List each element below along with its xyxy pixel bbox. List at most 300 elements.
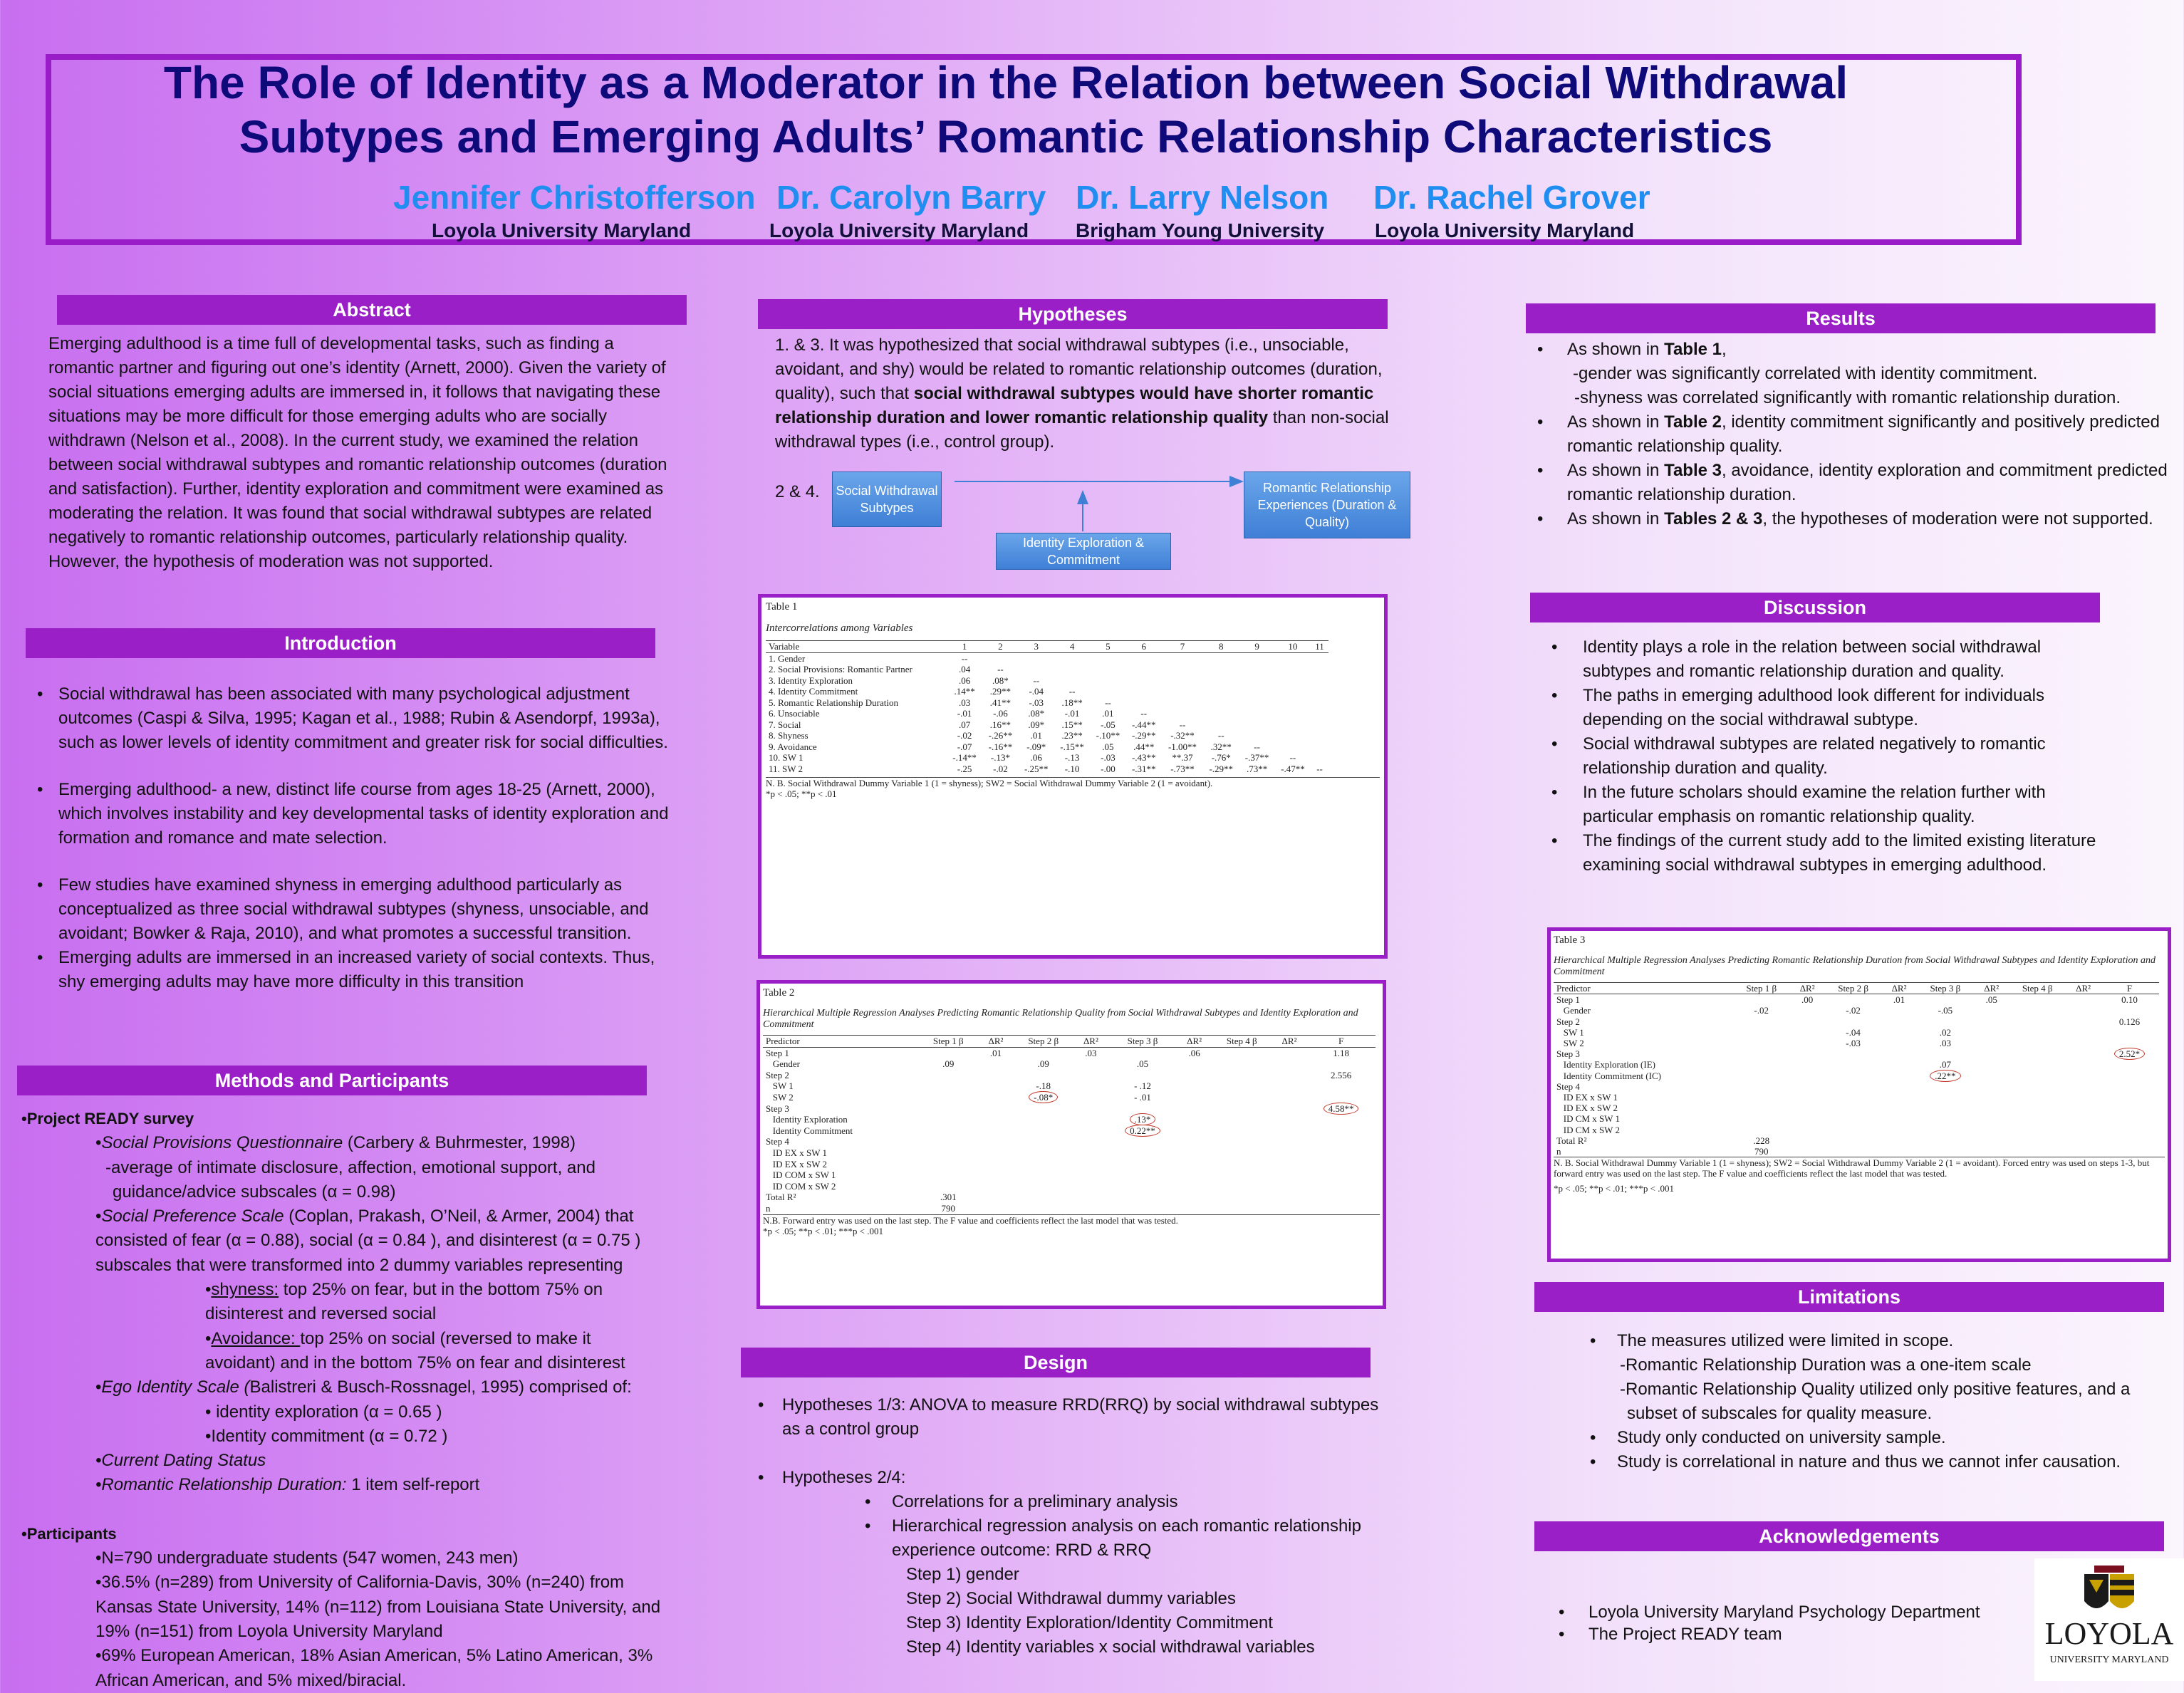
table-cell <box>918 1181 979 1192</box>
table-cell: .02 <box>1939 1026 1952 1038</box>
column-header: Step 2 β <box>1824 983 1883 994</box>
table-cell <box>1177 1192 1211 1203</box>
table-cell <box>1311 664 1328 675</box>
results-item-3 <box>1529 459 2170 507</box>
table-cell: -.05 <box>1101 719 1116 730</box>
table-cell <box>1883 1071 1916 1081</box>
row-label: 4. Identity Commitment <box>769 686 858 697</box>
table-cell <box>1975 1113 2008 1124</box>
table-cell <box>1883 1103 1916 1113</box>
table-cell <box>1073 1058 1108 1070</box>
table-cell <box>1824 1113 1883 1124</box>
table-cell <box>1306 1125 1376 1137</box>
table-cell: -.26** <box>988 730 1013 741</box>
table-cell: -- <box>1068 686 1076 697</box>
design-steps <box>749 1563 1390 1660</box>
table-cell: -.44** <box>1131 719 1156 730</box>
row-label: SW 1 <box>766 1080 794 1092</box>
spq-desc: -average of intimate disclosure, affection, emotional support, and guidance/advice subscales (α = 0.98) <box>105 1157 596 1202</box>
column-header: 1 <box>947 641 982 653</box>
results-heading: Results <box>1526 303 2156 333</box>
methods-body: •Project READY survey •Social Provisions Questionnaire (Carbery & Buhrmester, 1998) -average of intimate disclosure, affection, emotional support, and guidance/advice subscales (α = 0.98) •Social Preference Scale (Coplan, Prakash, O’Neil, & Armer, 2004) that consisted of fear (α = 0.88), social (α = 0.84 ), and disinterest (α = 0.75 ) subscales that were transformed into 2 dummy variables representing •shyness: top 25% on fear, but in the bottom 75% on disinterest and reversed social •Avoidance: top 25% on social (reversed to make it avoidant) and in the bottom 75% on fear and disinterest •Ego Identity Scale (Balistreri & Busch-Rossnagel, 1995) comprised of: • identity exploration (α = 0.65 ) •Identity commitment (α = 0.72 ) •Current Dating Status •Romantic Relationship Duration: 1 item self-report •Participants •N=790 undergraduate students (547 women, 243 men) •36.5% (n=289) from University of California-Davis, 30% (n=240) from Kansas State University, 14% (n=112) from Louisiana State University, and 19% (n=151) from Loyola University Maryland •69% European American, 18% Asian American, 5% Latino American, 3% African American, and 5% mixed/biracial. <box>21 1107 691 1693</box>
table-cell <box>1975 1048 2008 1059</box>
table-cell: .73** <box>1246 763 1268 774</box>
limitations-body <box>1581 1329 2165 1474</box>
table-cell <box>2066 994 2100 1006</box>
table-cell: -.09* <box>1026 741 1046 752</box>
table-cell <box>2066 1005 2100 1016</box>
table-row <box>766 697 1328 709</box>
table-cell <box>1275 730 1311 741</box>
table-cell: .08* <box>992 674 1009 686</box>
table-cell: .06 <box>958 674 971 686</box>
table-cell <box>1212 1047 1272 1058</box>
column-header: ΔR² <box>1177 1036 1211 1048</box>
table-cell <box>1975 1081 2008 1092</box>
design-body <box>749 1393 1390 1660</box>
limitations-1-sub-2: -Romantic Relationship Quality utilized only positive features, and a subset of subscales for quality measure. <box>1620 1380 2131 1423</box>
table-cell: .16** <box>989 719 1012 730</box>
table-row <box>1554 1092 2159 1103</box>
table-cell <box>1054 652 1090 664</box>
table-cell <box>2008 1113 2066 1124</box>
author-1-affiliation: Loyola University Maryland <box>432 219 692 241</box>
table-cell <box>1311 675 1328 687</box>
table-cell <box>1791 1005 1824 1016</box>
table-cell <box>1013 1170 1073 1181</box>
column-header: F <box>1306 1036 1376 1048</box>
table-cell <box>1306 1092 1376 1103</box>
table-cell <box>1883 1038 1916 1048</box>
loyola-logo-art <box>2034 1558 2184 1681</box>
table-cell <box>1824 1081 1883 1092</box>
table-cell: -.29** <box>1209 763 1234 774</box>
table-cell: -.10 <box>1064 763 1080 774</box>
table-cell <box>1975 1092 2008 1103</box>
table-cell <box>1791 1146 1824 1157</box>
table-cell <box>2100 1103 2159 1113</box>
table-cell: -.10** <box>1096 730 1120 741</box>
table-cell <box>1090 675 1125 687</box>
table-cell <box>1915 1081 1975 1092</box>
table-cell <box>2066 1135 2100 1146</box>
table-cell: .18** <box>1061 697 1083 708</box>
table-cell <box>2100 1059 2159 1070</box>
table-cell <box>1975 1005 2008 1016</box>
table-cell <box>1090 686 1125 697</box>
results-1-sub-1: -gender was significantly correlated with identity commitment. <box>1573 364 2038 383</box>
table-cell <box>2100 1027 2159 1038</box>
shyness-desc: top 25% on fear, but in the bottom 75% on disinterest and reversed social <box>205 1280 603 1324</box>
results-2-c: , identity commitment significantly and positively predicted romantic relationship quality. <box>1567 412 2160 456</box>
table-cell <box>1975 1059 2008 1070</box>
discussion-item-5: • The findings of the current study add to the limited existing literature examining social withdrawal subtypes in emerging adulthood. <box>1543 829 2113 877</box>
results-4-a: As shown in <box>1567 509 1665 528</box>
column-header: ΔR² <box>1883 983 1916 994</box>
table-cell <box>918 1103 979 1115</box>
acknowledgements-list <box>1550 1601 2034 1645</box>
table-cell <box>1177 1136 1211 1147</box>
introduction-heading: Introduction <box>26 628 655 658</box>
table-cell <box>1108 1203 1177 1214</box>
column-header: 3 <box>1019 641 1054 653</box>
design-step-1: Step 1) gender <box>906 1565 1019 1584</box>
table-cell <box>1311 719 1328 731</box>
table-cell <box>1732 994 1791 1006</box>
table-cell <box>1013 1047 1073 1058</box>
author-2-name: Dr. Carolyn Barry <box>776 179 1046 216</box>
table-cell <box>1824 1146 1883 1157</box>
table-cell: -- <box>1254 741 1260 752</box>
table-cell <box>1975 1135 2008 1146</box>
table-cell <box>1791 1113 1824 1124</box>
table-cell: -.02 <box>1754 1005 1769 1016</box>
table-cell <box>1177 1058 1211 1070</box>
table-cell: -- <box>1105 697 1111 708</box>
table-row <box>766 675 1328 687</box>
table-cell <box>1162 664 1203 675</box>
table-cell <box>1203 664 1239 675</box>
table-row <box>766 708 1328 719</box>
table-row <box>766 730 1328 741</box>
table-cell: -.76* <box>1211 752 1231 763</box>
table-cell: .09 <box>1037 1058 1049 1070</box>
discussion-item-3: • Social withdrawal subtypes are related negatively to romantic relationship duration and quality. <box>1543 732 2113 781</box>
column-header: ΔR² <box>2066 983 2100 994</box>
table-cell <box>1883 1027 1916 1038</box>
table-cell <box>2008 1135 2066 1146</box>
row-label: Identity Exploration (IE) <box>1556 1059 1655 1071</box>
table-row <box>763 1080 1376 1092</box>
table-cell <box>2008 1016 2066 1027</box>
table-row <box>763 1203 1376 1214</box>
table-cell: .04 <box>958 664 971 674</box>
table-cell <box>1883 1113 1916 1124</box>
row-label: Step 4 <box>766 1136 789 1147</box>
table-cell <box>1272 1092 1306 1103</box>
table-cell <box>1306 1170 1376 1181</box>
table-cell <box>1272 1114 1306 1125</box>
column-header: ΔR² <box>1791 983 1824 994</box>
table-cell <box>2100 1081 2159 1092</box>
table-cell <box>1212 1080 1272 1092</box>
column-header: 2 <box>982 641 1018 653</box>
table-cell <box>1824 1059 1883 1070</box>
intro-item-3: • Few studies have examined shyness in emerging adulthood particularly as conceptualized as three social withdrawal subtypes (shyness, unsociable, and avoidant; Bowker & Raja, 2010), and what promotes a successful transition. <box>28 873 670 946</box>
table-cell <box>1108 1047 1177 1058</box>
table-cell <box>1073 1103 1108 1115</box>
ack-item-1: • Loyola University Maryland Psychology Department <box>1550 1601 2034 1623</box>
row-label: 11. SW 2 <box>769 763 804 774</box>
table-cell: .00 <box>1791 994 1824 1006</box>
table-cell <box>2008 1059 2066 1070</box>
results-item-4 <box>1529 507 2170 531</box>
table-cell <box>1239 686 1274 697</box>
table-cell <box>1108 1136 1177 1147</box>
table-cell <box>1791 1125 1824 1135</box>
table-row <box>1554 1027 2159 1038</box>
table-cell <box>979 1092 1013 1103</box>
table-cell: .01 <box>1883 994 1916 1006</box>
row-label: 3. Identity Exploration <box>769 674 853 686</box>
column-header: Step 1 β <box>918 1036 979 1048</box>
row-label: ID EX x SW 1 <box>1556 1092 1618 1103</box>
table-cell <box>979 1070 1013 1081</box>
participants-1: •N=790 undergraduate students (547 women, 243 men) <box>95 1548 519 1568</box>
table-cell <box>1212 1203 1272 1214</box>
identity-box: Identity Exploration & Commitment <box>996 533 1171 570</box>
table-cell <box>1177 1070 1211 1081</box>
table-cell <box>1883 1048 1916 1059</box>
table-cell <box>979 1181 1013 1192</box>
table-cell <box>1975 1071 2008 1081</box>
table-cell <box>2008 1071 2066 1081</box>
table-row <box>766 752 1328 764</box>
table-cell <box>1073 1136 1108 1147</box>
table-cell <box>1306 1203 1376 1214</box>
results-item-2 <box>1529 410 2170 459</box>
table-cell: -.02 <box>993 763 1008 774</box>
table-cell <box>1732 1092 1791 1103</box>
ack-item-2: • The Project READY team <box>1550 1623 2034 1645</box>
row-label: n <box>766 1202 771 1214</box>
table-cell <box>1126 697 1162 709</box>
table-row <box>766 686 1328 697</box>
table-cell <box>1073 1070 1108 1081</box>
table-cell <box>1013 1114 1073 1125</box>
table-cell <box>1073 1092 1108 1103</box>
table-cell <box>1203 675 1239 687</box>
limitations-item-1 <box>1581 1329 2165 1426</box>
table-cell: - .12 <box>1134 1080 1151 1092</box>
table-3-grid <box>1554 982 2159 1157</box>
row-label: ID COM x SW 1 <box>766 1170 836 1181</box>
column-header: 10 <box>1275 641 1311 653</box>
limitations-1-text: The measures utilized were limited in scope. <box>1617 1331 1954 1350</box>
table-cell: -.37** <box>1244 752 1269 763</box>
table-cell <box>2066 1059 2100 1070</box>
table-cell <box>1915 1113 1975 1124</box>
table-row <box>763 1192 1376 1203</box>
table-cell <box>1108 1170 1177 1181</box>
loyola-logo <box>2034 1558 2184 1681</box>
table-cell <box>2008 1125 2066 1135</box>
hypothesis-24-label: 2 & 4. <box>775 482 820 501</box>
discussion-list <box>1543 635 2113 877</box>
row-label: 6. Unsociable <box>769 708 820 719</box>
hypotheses-heading: Hypotheses <box>758 299 1388 329</box>
design-step-2: Step 2) Social Withdrawal dummy variables <box>906 1589 1236 1608</box>
table-cell <box>1732 1016 1791 1027</box>
table-cell <box>1915 1103 1975 1113</box>
table-row <box>1554 1081 2159 1092</box>
table-row <box>1554 1146 2159 1157</box>
table-cell: -.13 <box>1064 752 1080 763</box>
table-cell <box>1915 1092 1975 1103</box>
table-cell: .14** <box>954 686 975 697</box>
table-cell <box>1306 1192 1376 1203</box>
table-cell <box>979 1136 1013 1147</box>
table-cell <box>1054 664 1090 675</box>
row-label: 7. Social <box>769 719 801 730</box>
table-cell <box>1824 1071 1883 1081</box>
table-header-row <box>766 641 1328 653</box>
design-sub-1: • Correlations for a preliminary analysis <box>856 1490 1390 1514</box>
participants-2: •36.5% (n=289) from University of California-Davis, 30% (n=240) from Kansas State University, 14% (n=112) from Louisiana State University, and 19% (n=151) from Loyola University Maryland <box>95 1573 661 1641</box>
survey-label: •Project READY survey <box>21 1110 194 1127</box>
table-cell <box>2008 1038 2066 1048</box>
row-label: Step 2 <box>766 1069 789 1080</box>
row-label: ID EX x SW 2 <box>766 1158 828 1170</box>
table-cell: .01 <box>1030 730 1042 741</box>
table-cell: .03 <box>1939 1038 1952 1049</box>
table-cell: -.07 <box>957 741 972 752</box>
table-cell <box>1272 1136 1306 1147</box>
table-cell <box>1019 664 1054 675</box>
table-cell <box>1073 1192 1108 1203</box>
table-cell <box>1311 686 1328 697</box>
row-label: Total R² <box>766 1192 796 1203</box>
table-cell <box>1108 1103 1177 1115</box>
table-cell: -.47** <box>1281 763 1305 774</box>
table-cell: .07 <box>1939 1059 1952 1071</box>
table-cell <box>1975 1125 2008 1135</box>
table-cell <box>1311 708 1328 719</box>
eis-item-2: •Identity commitment (α = 0.72 ) <box>205 1426 448 1446</box>
table-cell <box>979 1058 1013 1070</box>
avoidance-desc: top 25% on social (reversed to make it avoidant) and in the bottom 75% on fear and disinterest <box>205 1328 625 1372</box>
table-cell <box>1212 1125 1272 1137</box>
discussion-item-1: • Identity plays a role in the relation between social withdrawal subtypes and romantic relationship duration and quality. <box>1543 635 2113 684</box>
table-row <box>766 719 1328 731</box>
column-header: ΔR² <box>1272 1036 1306 1048</box>
results-1-c: , <box>1722 340 1727 359</box>
table-cell <box>1311 752 1328 764</box>
table-cell <box>2066 1048 2100 1059</box>
table-cell <box>979 1159 1013 1170</box>
author-1-name: Jennifer Christofferson <box>393 179 756 216</box>
table-cell <box>1824 1048 1883 1059</box>
table-cell <box>1177 1080 1211 1092</box>
romantic-relationship-box: Romantic Relationship Experiences (Duration & Quality) <box>1244 472 1410 538</box>
row-label: 10. SW 1 <box>769 752 804 763</box>
table-cell: -1.00** <box>1168 741 1197 752</box>
table-cell <box>1883 1059 1916 1070</box>
column-header: Step 1 β <box>1732 983 1791 994</box>
table-cell <box>1883 1092 1916 1103</box>
row-label: SW 1 <box>1556 1026 1584 1038</box>
table-cell <box>1073 1125 1108 1137</box>
table-cell <box>1126 675 1162 687</box>
logo-sub: UNIVERSITY MARYLAND <box>2049 1655 2169 1665</box>
table-cell <box>1883 1081 1916 1092</box>
table-cell <box>1791 1081 1824 1092</box>
table-cell <box>1013 1103 1073 1115</box>
table-cell: **.37 <box>1172 752 1193 763</box>
table-cell: .06 <box>1030 752 1042 763</box>
title-line-1: The Role of Identity as a Moderator in the Relation between Social Withdrawal <box>163 57 1848 108</box>
table-cell: 790 <box>941 1202 956 1214</box>
table-cell: -- <box>997 664 1004 674</box>
table-cell: - .01 <box>1134 1091 1151 1103</box>
table-cell <box>1013 1070 1073 1081</box>
table-cell <box>918 1047 979 1058</box>
table-cell <box>2066 1113 2100 1124</box>
table-cell <box>1915 1125 1975 1135</box>
discussion-item-2: • The paths in emerging adulthood look different for individuals depending on the social withdrawal subtype. <box>1543 684 2113 732</box>
intro-item-2: • Emerging adulthood- a new, distinct life course from ages 18-25 (Arnett, 2000), which involves instability and key developmental tasks of identity exploration and formation and romance and mate selection. <box>28 778 670 850</box>
table-cell: 1.18 <box>1306 1047 1376 1058</box>
abstract-body <box>48 332 674 574</box>
current-dating-status: •Current Dating Status <box>95 1451 266 1471</box>
table-cell <box>1108 1181 1177 1192</box>
column-header: Predictor <box>1554 983 1732 994</box>
column-header: ΔR² <box>979 1036 1013 1048</box>
table-cell <box>2066 1125 2100 1135</box>
table-cell <box>1306 1058 1376 1070</box>
table-cell: -.02 <box>957 730 972 741</box>
table-cell <box>1054 675 1090 687</box>
table-row <box>766 741 1328 753</box>
table-cell <box>1073 1181 1108 1192</box>
table-cell <box>1824 1016 1883 1027</box>
table-cell <box>2008 1146 2066 1157</box>
results-4-b: Tables 2 & 3 <box>1664 509 1763 528</box>
table-cell <box>2066 1081 2100 1092</box>
column-header: ΔR² <box>1975 983 2008 994</box>
table-cell <box>2008 1092 2066 1103</box>
table-cell <box>1073 1203 1108 1214</box>
table-cell <box>1824 1103 1883 1113</box>
logo-name: LOYOLA <box>2044 1616 2174 1651</box>
table-cell <box>1272 1170 1306 1181</box>
table-cell <box>1073 1147 1108 1159</box>
column-header: 7 <box>1162 641 1203 653</box>
table-cell <box>979 1170 1013 1181</box>
avoidance-label: Avoidance: <box>211 1328 301 1348</box>
table-cell <box>1212 1192 1272 1203</box>
table-cell <box>1975 1027 2008 1038</box>
table-cell <box>1019 652 1054 664</box>
spq-name: Social Provisions Questionnaire <box>101 1133 343 1153</box>
author-3-affiliation: Brigham Young University <box>1076 219 1325 241</box>
table-cell: -.15** <box>1060 741 1084 752</box>
table-cell <box>1275 741 1311 753</box>
eis-item-1: • identity exploration (α = 0.65 ) <box>205 1402 442 1422</box>
table-cell <box>979 1192 1013 1203</box>
table-cell <box>1108 1159 1177 1170</box>
table-cell <box>1883 1135 1916 1146</box>
table-cell <box>1732 1059 1791 1070</box>
table-cell <box>1203 697 1239 709</box>
table-cell <box>918 1070 979 1081</box>
table-cell <box>1239 730 1274 741</box>
table-cell <box>1975 1016 2008 1027</box>
limitations-item-2: • Study only conducted on university sample. <box>1581 1426 2165 1450</box>
table-cell <box>979 1203 1013 1214</box>
table-cell <box>1883 1005 1916 1016</box>
table-cell: -- <box>1289 752 1296 763</box>
column-header: F <box>2100 983 2159 994</box>
table-cell <box>1272 1047 1306 1058</box>
table-2-label: Table 2 <box>763 987 795 999</box>
table-cell: 0.126 <box>2118 1016 2141 1027</box>
acknowledgements-body <box>1550 1601 2034 1645</box>
table-cell <box>1126 664 1162 675</box>
table-cell: .23** <box>1061 730 1083 741</box>
table-cell: -.25** <box>1024 763 1049 774</box>
table-cell <box>1212 1159 1272 1170</box>
